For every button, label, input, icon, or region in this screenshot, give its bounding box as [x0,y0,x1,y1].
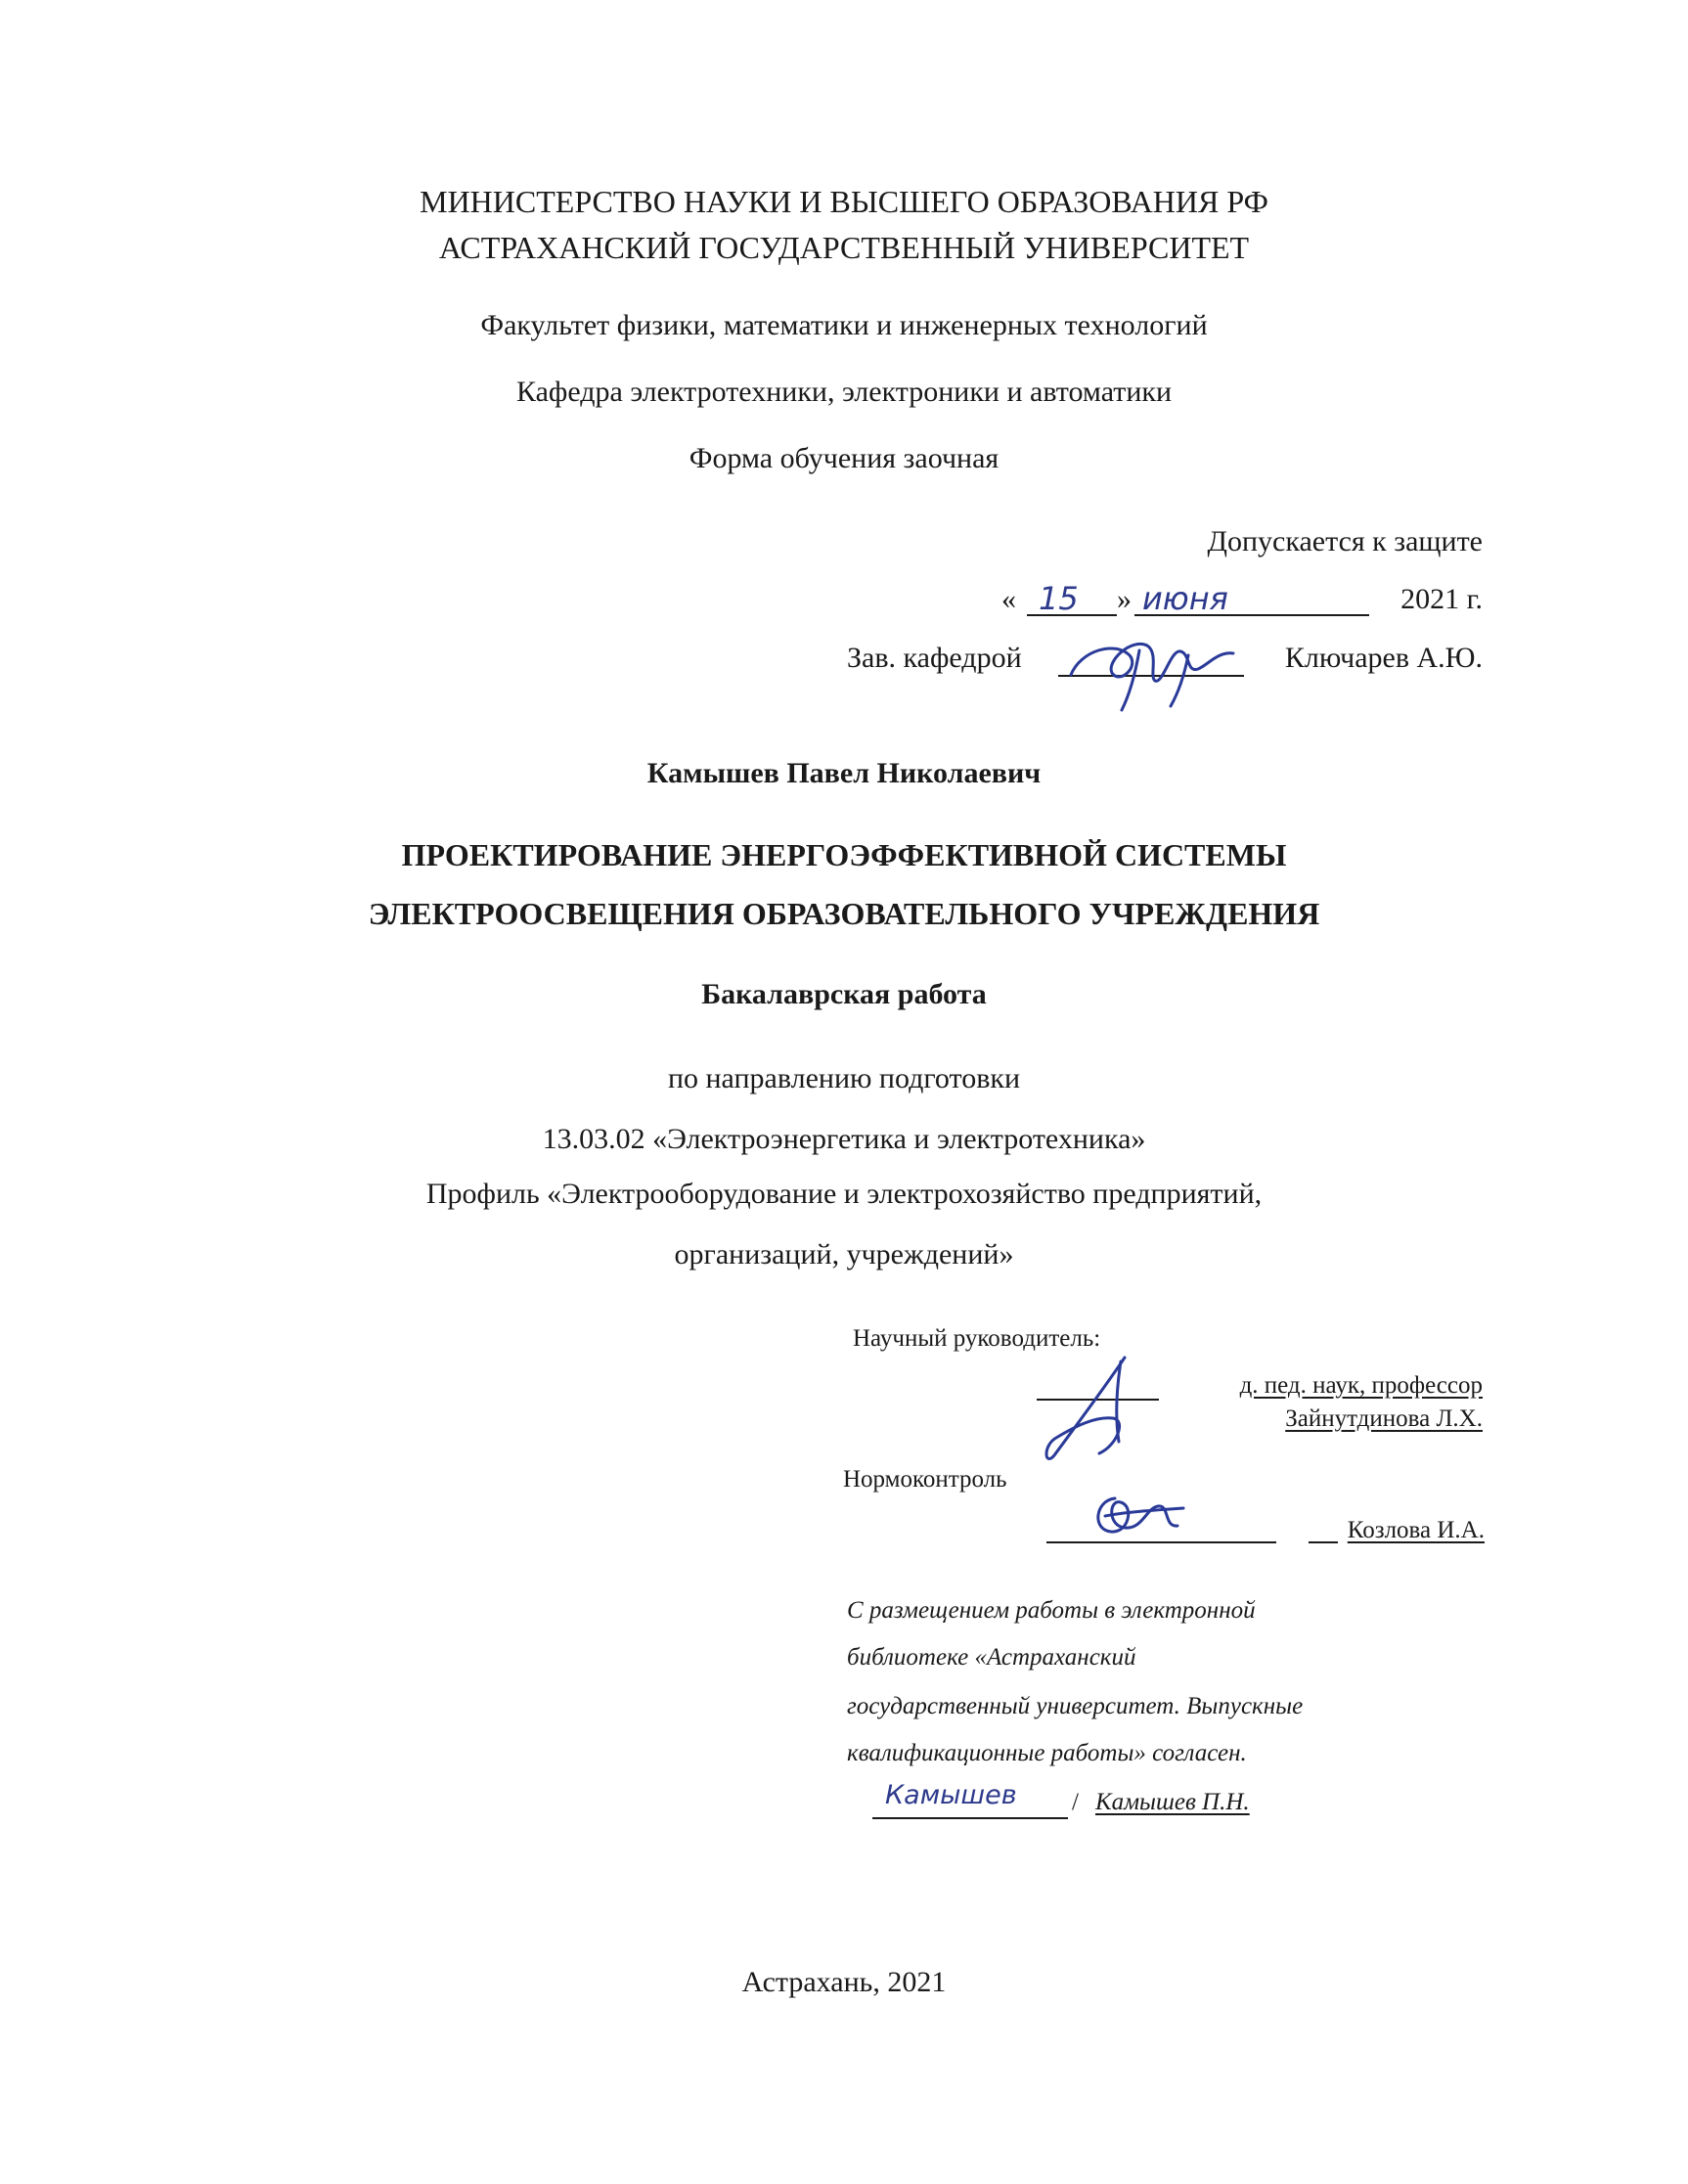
admitted-label: Допускается к защите [1207,525,1483,557]
consent-line-4: квалификационные работы» согласен. [847,1740,1247,1766]
thesis-title-line-1: ПРОЕКТИРОВАНИЕ ЭНЕРГОЭФФЕКТИВНОЙ СИСТЕМЫ [401,837,1287,872]
head-name: Ключарев А.Ю. [1284,642,1483,674]
normcontrol-signature-icon [1086,1487,1193,1545]
date-year: 2021 г. [1400,583,1483,615]
normcontrol-name: Козлова И.А. [1347,1517,1485,1543]
consent-line-3: государственный университет. Выпускные [847,1693,1304,1719]
city-year: Астрахань, 2021 [741,1966,947,1998]
work-type: Бакалаврская работа [701,978,987,1010]
handwritten-surname: Камышев [885,1780,1017,1810]
consent-line-1: С размещением работы в электронной [847,1597,1256,1624]
date-quote-close: » [1117,583,1132,615]
profile-line-1: Профиль «Электрооборудование и электрохозяйство предприятий, [425,1178,1263,1210]
thesis-title-line-2: ЭЛЕКТРООСВЕЩЕНИЯ ОБРАЗОВАТЕЛЬНОГО УЧРЕЖДЕНИЯ [368,896,1320,931]
supervisor-signature-icon [1037,1348,1164,1465]
faculty-line: Факультет физики, математики и инженерных технологий [480,309,1208,341]
consent-separator: / [1072,1789,1079,1815]
date-quote-open: « [1001,583,1016,615]
supervisor-degree: д. пед. наук, профессор [1239,1372,1483,1399]
supervisor-name: Зайнутдинова Л.Х. [1285,1405,1483,1432]
head-signature-icon [1061,616,1247,714]
handwritten-day: 15 [1039,580,1079,617]
department-line: Кафедра электротехники, электроники и автоматики [515,376,1173,408]
author-name: Камышев Павел Николаевич [646,757,1042,789]
direction-line-2: 13.03.02 «Электроэнергетика и электротехника» [542,1123,1146,1155]
supervisor-label: Научный руководитель: [853,1325,1101,1352]
consent-line-2: библиотеке «Астраханский [847,1644,1136,1671]
handwritten-month: июня [1142,580,1228,617]
head-label: Зав. кафедрой [847,642,1022,674]
university-heading: АСТРАХАНСКИЙ ГОСУДАРСТВЕННЫЙ УНИВЕРСИТЕТ [438,230,1250,265]
consent-name: Камышев П.Н. [1095,1789,1250,1815]
normcontrol-label: Нормоконтроль [843,1466,1007,1493]
normcontrol-name-underline-lead [1309,1541,1338,1543]
profile-line-2: организаций, учреждений» [674,1238,1014,1270]
ministry-heading: МИНИСТЕРСТВО НАУКИ И ВЫСШЕГО ОБРАЗОВАНИЯ РФ [420,184,1268,219]
consent-signature-line [872,1817,1068,1819]
direction-line-1: по направлению подготовки [667,1062,1021,1094]
study-form-line: Форма обучения заочная [689,442,999,474]
